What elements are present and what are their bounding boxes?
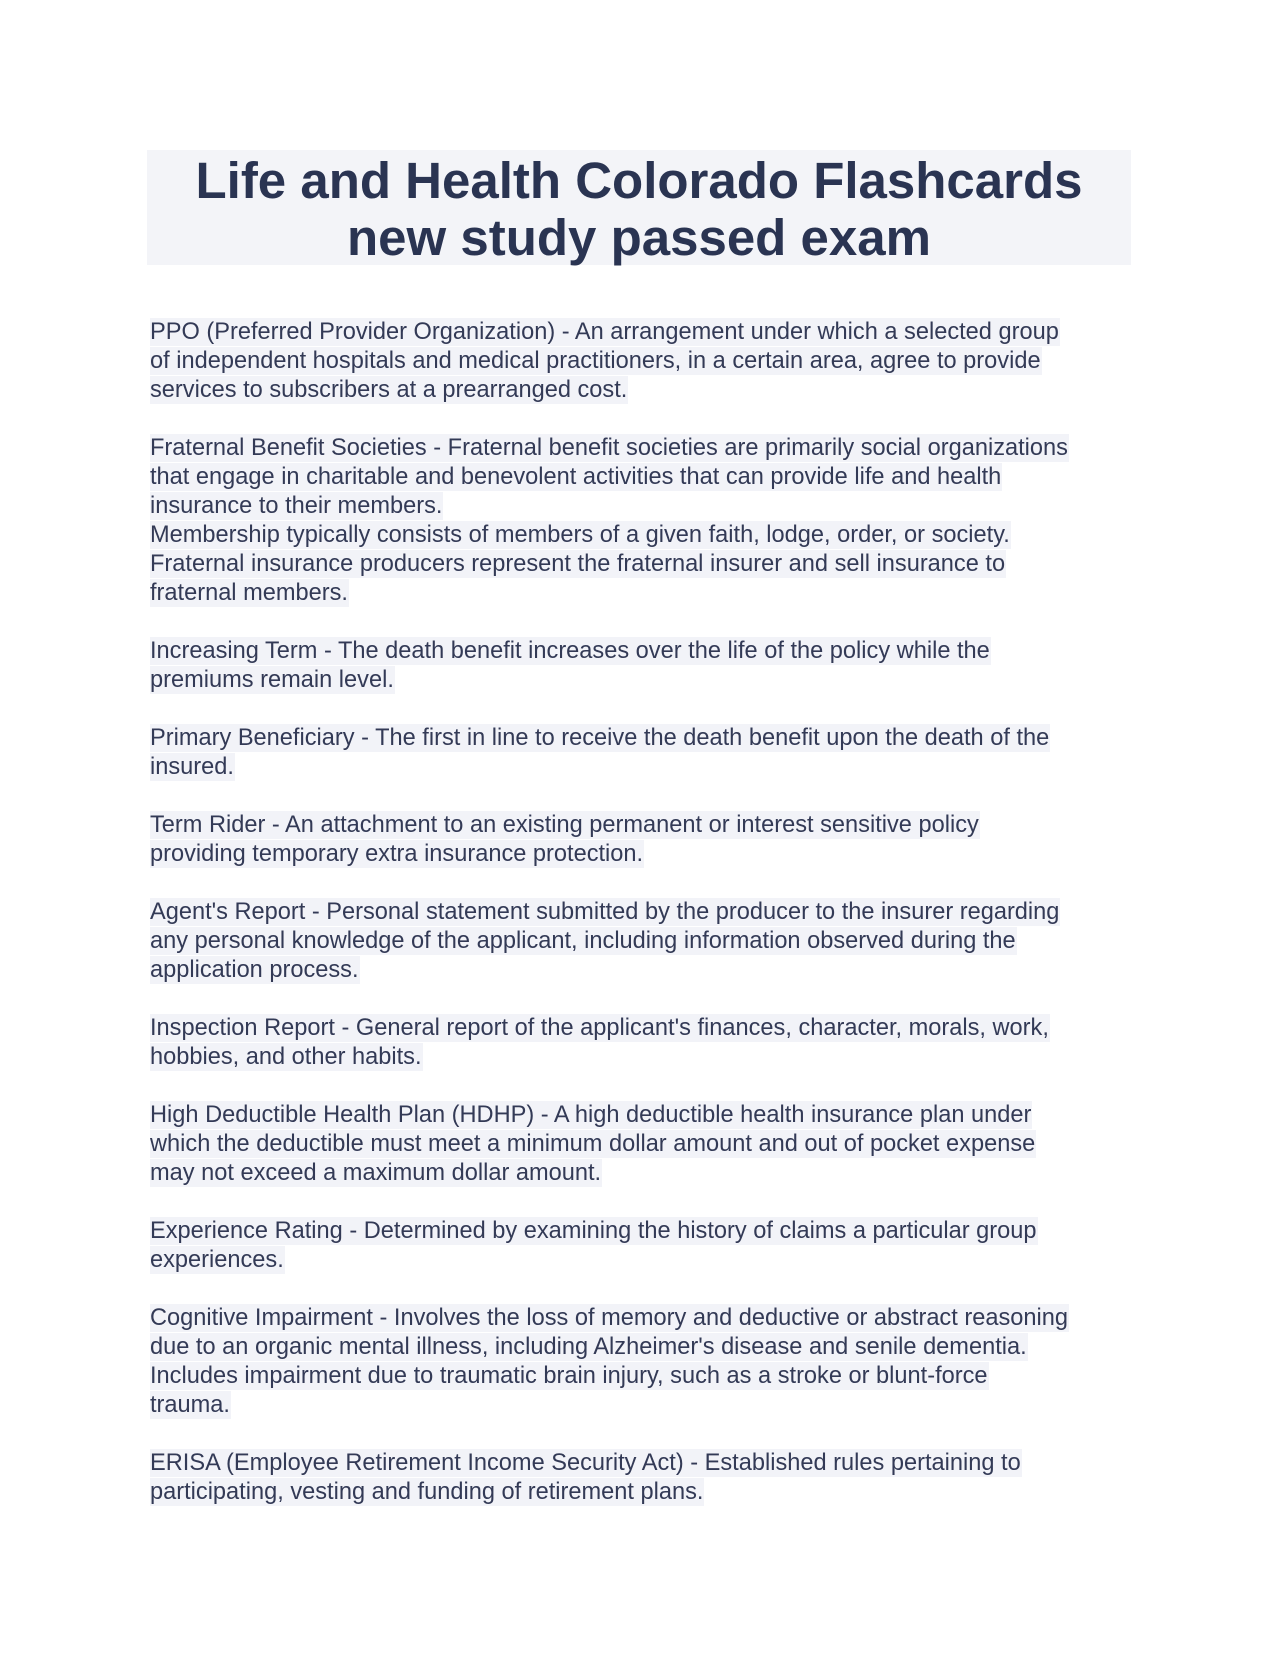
entry-line-text: Fraternal Benefit Societies - Fraternal benefit societies are primarily social organizations — [150, 435, 1068, 461]
entry-line — [150, 898, 1140, 927]
title-line: Life and Health Colorado Flashcards — [195, 152, 1083, 209]
entry-line-text: Primary Beneficiary - The first in line to receive the death benefit upon the death of the — [150, 725, 1050, 751]
entry-line-text: which the deductible must meet a minimum dollar amount and out of pocket expense — [150, 1131, 1036, 1157]
entry-line-text: trauma. — [150, 1392, 230, 1418]
entry-line-text: Term Rider - An attachment to an existing permanent or interest sensitive policy — [150, 812, 979, 838]
flashcard-entry — [150, 637, 1140, 695]
entry-line — [150, 1014, 1140, 1043]
entry-line — [150, 1246, 1140, 1275]
entry-line — [150, 1362, 1140, 1391]
entry-line — [150, 1304, 1140, 1333]
flashcard-entry — [150, 898, 1140, 985]
entry-line — [150, 318, 1140, 347]
entry-line — [150, 579, 1140, 608]
entry-line-text: insurance to their members. — [150, 493, 443, 519]
entry-line — [150, 1217, 1140, 1246]
entry-line — [150, 1101, 1140, 1130]
entry-line — [150, 666, 1140, 695]
entry-line-text: participating, vesting and funding of retirement plans. — [150, 1479, 704, 1505]
entry-line-text: application process. — [150, 957, 359, 983]
entry-line-text: experiences. — [150, 1247, 284, 1273]
entry-line-text: Fraternal insurance producers represent the fraternal insurer and sell insurance to — [150, 551, 1006, 577]
entry-line-text: providing temporary extra insurance protection. — [150, 841, 644, 867]
entry-line — [150, 1449, 1140, 1478]
entry-line-text: may not exceed a maximum dollar amount. — [150, 1160, 602, 1186]
entry-line-text: Includes impairment due to traumatic brain injury, such as a stroke or blunt-force — [150, 1363, 988, 1389]
entry-line-text: Membership typically consists of members of a given faith, lodge, order, or society. — [150, 522, 1010, 548]
entry-line-text: ERISA (Employee Retirement Income Security Act) - Established rules pertaining to — [150, 1450, 1021, 1476]
entry-line — [150, 550, 1140, 579]
entry-line — [150, 1333, 1140, 1362]
entry-line-text: Inspection Report - General report of the applicant's finances, character, morals, work, — [150, 1015, 1049, 1041]
entry-line — [150, 1043, 1140, 1072]
entry-line — [150, 753, 1140, 782]
entry-line-text: PPO (Preferred Provider Organization) - An arrangement under which a selected group — [150, 319, 1059, 345]
entry-line-text: Agent's Report - Personal statement submitted by the producer to the insurer regarding — [150, 899, 1060, 925]
entry-line — [150, 347, 1140, 376]
entry-line — [150, 376, 1140, 405]
entry-line — [150, 521, 1140, 550]
entry-line-text: that engage in charitable and benevolent activities that can provide life and health — [150, 464, 1002, 490]
entry-line — [150, 1159, 1140, 1188]
entry-line — [150, 724, 1140, 753]
entry-line — [150, 811, 1140, 840]
entry-line-text: premiums remain level. — [150, 667, 394, 693]
flashcard-entry — [150, 1217, 1140, 1275]
flashcard-list — [150, 318, 1140, 1536]
flashcard-entry — [150, 1101, 1140, 1188]
entry-line-text: insured. — [150, 754, 234, 780]
entry-line-text: due to an organic mental illness, including Alzheimer's disease and senile dementia. — [150, 1334, 1027, 1360]
entry-line — [150, 434, 1140, 463]
entry-line — [150, 1478, 1140, 1507]
entry-line — [150, 492, 1140, 521]
title-line: new study passed exam — [347, 209, 931, 266]
entry-line-text: Cognitive Impairment - Involves the loss of memory and deductive or abstract reasoning — [150, 1305, 1068, 1331]
entry-line-text: High Deductible Health Plan (HDHP) - A high deductible health insurance plan under — [150, 1102, 1032, 1128]
entry-line — [150, 840, 1140, 869]
entry-line — [150, 1130, 1140, 1159]
flashcard-entry — [150, 318, 1140, 405]
entry-line-text: services to subscribers at a prearranged cost. — [150, 377, 628, 403]
flashcard-entry — [150, 1304, 1140, 1420]
flashcard-entry — [150, 724, 1140, 782]
entry-line-text: hobbies, and other habits. — [150, 1044, 422, 1070]
flashcard-entry — [150, 1449, 1140, 1507]
flashcard-entry — [150, 1014, 1140, 1072]
entry-line — [150, 927, 1140, 956]
flashcard-entry — [150, 434, 1140, 608]
entry-line-text: any personal knowledge of the applicant, including information observed during the — [150, 928, 1016, 954]
entry-line — [150, 1391, 1140, 1420]
flashcard-entry — [150, 811, 1140, 869]
entry-line-text: Experience Rating - Determined by examining the history of claims a particular group — [150, 1218, 1037, 1244]
entry-line-text: Increasing Term - The death benefit increases over the life of the policy while the — [150, 638, 990, 664]
document-title — [147, 150, 1131, 266]
entry-line — [150, 463, 1140, 492]
entry-line-text: fraternal members. — [150, 580, 348, 606]
title-banner — [147, 150, 1131, 265]
entry-line — [150, 637, 1140, 666]
entry-line — [150, 956, 1140, 985]
entry-line-text: of independent hospitals and medical practitioners, in a certain area, agree to provide — [150, 348, 1041, 374]
